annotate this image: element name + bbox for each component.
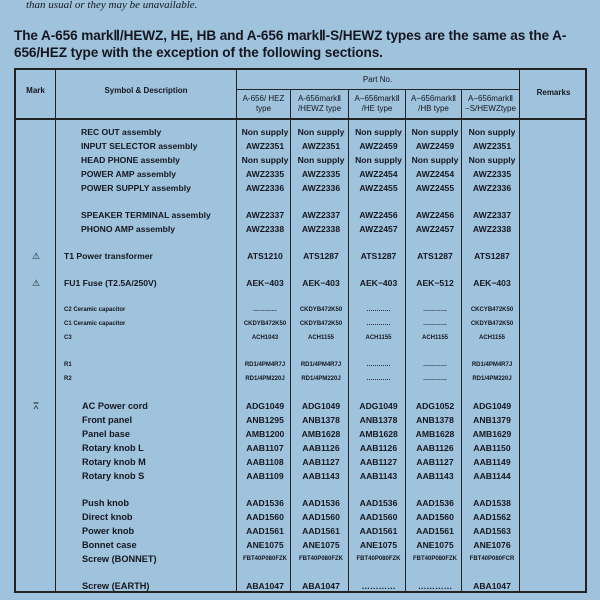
part-number: AAB1126 (302, 443, 340, 453)
part-description: C2 Ceramic capacitor (64, 307, 126, 313)
table-row (16, 552, 585, 566)
row-group (16, 249, 585, 263)
table-row (16, 510, 585, 524)
part-number: RD1/4PM220J (472, 376, 512, 382)
part-number: AAD1560 (416, 512, 454, 522)
part-number: AWZ2335 (301, 169, 341, 179)
part-number: AAB1143 (416, 471, 454, 481)
part-number: CKDYB472K50 (470, 321, 514, 327)
part-number: AAD1560 (246, 512, 284, 522)
part-number: CKDYB472K50 (243, 321, 287, 327)
part-number: AAB1107 (246, 443, 284, 453)
part-number: ANB1378 (416, 415, 454, 425)
part-number: AAD1561 (359, 526, 398, 536)
part-number: AWZ2456 (359, 210, 398, 220)
row-group (16, 208, 585, 236)
part-number: AAB1108 (246, 457, 284, 467)
table-row (16, 399, 585, 413)
part-number: AWZ2455 (359, 183, 398, 193)
part-number: AAD1536 (416, 498, 454, 508)
header-part-no: Part No. (362, 75, 393, 84)
part-number: Non supply (468, 127, 516, 137)
part-number: AAB1109 (246, 471, 284, 481)
part-number: RD1/4PM4R7J (471, 362, 513, 368)
part-number: ………… (423, 321, 447, 327)
part-number: CKCYB472K50 (470, 307, 514, 313)
part-number: AMB1200 (245, 429, 285, 439)
part-number: AAD1536 (302, 498, 340, 508)
part-description: POWER SUPPLY assembly (81, 183, 191, 193)
part-number: FBT40P080FZK (412, 556, 457, 562)
part-number: AWZ2456 (415, 210, 455, 220)
part-number: ANE1075 (246, 540, 284, 550)
table-row (16, 427, 585, 441)
part-number: Non supply (297, 155, 345, 165)
part-number: ACH1155 (307, 335, 334, 341)
part-description: AC Power cord (82, 401, 148, 411)
part-number: AWZ2459 (415, 141, 455, 151)
part-number: Non supply (241, 127, 289, 137)
row-group (16, 125, 585, 195)
table-row (16, 125, 585, 139)
part-number: ADG1049 (359, 401, 398, 411)
part-description: Panel base (82, 429, 131, 439)
part-number: Non supply (355, 155, 402, 165)
part-number: AWZ2337 (472, 210, 512, 220)
part-description: Screw (EARTH) (82, 581, 150, 591)
part-description: C3 (64, 335, 72, 341)
part-number: AEK−403 (302, 278, 340, 288)
part-description: C1 Ceramic capacitor (64, 321, 126, 327)
part-number: ANE1076 (473, 540, 511, 550)
part-number: FBT40P080FZK (242, 556, 287, 562)
part-number: Non supply (241, 155, 289, 165)
part-number: AEK−403 (246, 278, 284, 288)
part-number: Non supply (411, 127, 459, 137)
part-number: ………… (423, 307, 447, 313)
part-number: AAD1536 (246, 498, 284, 508)
part-number: ANE1075 (416, 540, 454, 550)
part-description: Rotary knob S (82, 471, 145, 481)
part-number: AWZ2351 (245, 141, 285, 151)
table-row (16, 331, 585, 345)
part-number: ADG1049 (301, 401, 341, 411)
table-row (16, 469, 585, 483)
part-description: Push knob (82, 498, 129, 508)
part-number: AWZ2335 (245, 169, 285, 179)
power-cord-mark-icon: ⩞ (33, 401, 39, 411)
table-row (16, 208, 585, 222)
part-number: AWZ2351 (301, 141, 341, 151)
part-description: R2 (64, 376, 72, 382)
part-number: AAB1149 (473, 457, 511, 467)
divider (16, 118, 585, 120)
row-group (16, 579, 585, 593)
part-description: Direct knob (82, 512, 133, 522)
part-description: FU1 Fuse (T2.5A/250V) (64, 278, 157, 288)
table-row (16, 524, 585, 538)
table-body (16, 122, 585, 593)
part-number: AMB1629 (472, 429, 512, 439)
table-row (16, 276, 585, 290)
part-description: PHONO AMP assembly (81, 224, 176, 234)
table-row (16, 538, 585, 552)
part-number: ………… (423, 362, 447, 368)
part-number: RD1/4PM4R7J (300, 362, 342, 368)
table-row (16, 222, 585, 236)
table-row (16, 153, 585, 167)
safety-warning-icon: ⚠ (31, 251, 41, 261)
part-number: ………… (366, 307, 391, 313)
part-number: AWZ2336 (301, 183, 341, 193)
part-number: ………… (423, 376, 447, 382)
part-number: ATS1287 (474, 251, 510, 261)
part-number: FBT40P080FCR (469, 556, 515, 562)
part-number: RD1/4PM220J (301, 376, 341, 382)
table-row (16, 303, 585, 317)
table-row (16, 579, 585, 593)
part-number: AAB1127 (302, 457, 340, 467)
part-description: R1 (64, 362, 72, 368)
part-number: RD1/4PM4R7J (244, 362, 286, 368)
part-number: ATS1287 (360, 251, 397, 261)
part-number: ADG1049 (245, 401, 285, 411)
part-number: ANB1378 (359, 415, 398, 425)
header-type-hewz: A-656markⅡ /HEWZ type (297, 94, 342, 113)
part-description: REC OUT assembly (81, 127, 162, 137)
part-description: Power knob (82, 526, 135, 536)
part-number: ABA1047 (473, 581, 511, 591)
part-number: ………… (366, 376, 391, 382)
part-number: AWZ2336 (472, 183, 512, 193)
part-number: AAB1127 (359, 457, 398, 467)
part-number: AWZ2335 (472, 169, 512, 179)
part-number: Non supply (411, 155, 459, 165)
header-type-hez: A-656/ HEZ type (242, 94, 285, 113)
part-number: ATS1287 (303, 251, 339, 261)
part-number: AWZ2454 (415, 169, 455, 179)
part-number: AWZ2457 (359, 224, 398, 234)
header-type-s-hewz: A−656markⅡ −S/HEWZtype (465, 94, 516, 113)
part-number: Non supply (355, 127, 402, 137)
part-number: ………… (366, 362, 391, 368)
part-number: AWZ2455 (415, 183, 455, 193)
part-number: ………… (253, 307, 277, 313)
header-type-he: A−656markⅡ /HE type (354, 94, 400, 113)
part-description: SPEAKER TERMINAL assembly (81, 210, 211, 220)
part-number: CKDYB472K50 (299, 321, 343, 327)
row-group (16, 303, 585, 345)
part-number: AWZ2338 (301, 224, 341, 234)
part-number: AAD1563 (473, 526, 511, 536)
part-number: ABA1047 (302, 581, 340, 591)
part-number: ………… (417, 581, 453, 591)
table-row (16, 372, 585, 386)
part-number: AAD1536 (359, 498, 398, 508)
table-row (16, 167, 585, 181)
part-description: HEAD PHONE assembly (81, 155, 180, 165)
part-number: AWZ2337 (301, 210, 341, 220)
table-row (16, 441, 585, 455)
part-number: AMB1628 (359, 429, 398, 439)
part-description: Rotary knob M (82, 457, 146, 467)
part-number: ACH1155 (478, 335, 505, 341)
part-description: Bonnet case (82, 540, 137, 550)
part-description: INPUT SELECTOR assembly (81, 141, 198, 151)
part-number: AWZ2337 (245, 210, 285, 220)
part-number: ACH1043 (251, 335, 279, 341)
part-description: Screw (BONNET) (82, 554, 157, 564)
part-description: POWER AMP assembly (81, 169, 177, 179)
part-number: AEK−512 (416, 278, 454, 288)
part-number: AWZ2454 (359, 169, 398, 179)
part-number: AAB1127 (416, 457, 454, 467)
table-row (16, 249, 585, 263)
part-number: ………… (366, 321, 391, 327)
part-description: T1 Power transformer (64, 251, 153, 261)
part-number: AAD1562 (473, 512, 511, 522)
table-row (16, 413, 585, 427)
part-number: AMB1628 (301, 429, 341, 439)
part-number: Non supply (297, 127, 345, 137)
part-number: Non supply (468, 155, 516, 165)
part-number: AWZ2338 (472, 224, 512, 234)
part-number: RD1/4PM220J (245, 376, 285, 382)
header-type-hb: A−656markⅡ /HB type (410, 94, 457, 113)
table-row (16, 455, 585, 469)
table-row (16, 317, 585, 331)
part-number: AAD1561 (416, 526, 454, 536)
part-number: FBT40P080FZK (356, 556, 401, 562)
part-description: Rotary knob L (82, 443, 144, 453)
part-number: AWZ2459 (359, 141, 398, 151)
part-number: AAB1144 (473, 471, 511, 481)
part-number: AEK−403 (359, 278, 398, 288)
part-number: AAB1126 (359, 443, 398, 453)
part-number: AMB1628 (415, 429, 455, 439)
parts-table (14, 68, 587, 593)
part-number: AAB1126 (416, 443, 454, 453)
part-number: AWZ2338 (245, 224, 285, 234)
header-mark: Mark (26, 86, 45, 95)
part-number: ACH1155 (421, 335, 448, 341)
part-number: AAD1560 (302, 512, 340, 522)
part-number: AAB1150 (473, 443, 511, 453)
part-number: ADG1052 (415, 401, 455, 411)
part-number: FBT40P080FZK (298, 556, 343, 562)
row-group (16, 276, 585, 290)
part-number: AWZ2457 (415, 224, 455, 234)
availability-note: than usual or they may be unavailable. (26, 0, 198, 11)
part-number: AAD1538 (473, 498, 511, 508)
part-number: ATS1210 (247, 251, 283, 261)
safety-warning-icon: ⚠ (31, 278, 41, 288)
part-number: ………… (361, 581, 396, 591)
part-number: ANB1295 (246, 415, 284, 425)
part-number: AAD1560 (359, 512, 398, 522)
part-number: ANE1075 (359, 540, 398, 550)
part-number: AEK−403 (473, 278, 511, 288)
row-group (16, 496, 585, 566)
header-description: Symbol & Description (104, 86, 188, 95)
header-remarks: Remarks (536, 88, 571, 97)
part-description: Front panel (82, 415, 133, 425)
table-row (16, 496, 585, 510)
part-number: AAB1143 (302, 471, 340, 481)
part-number: ANB1379 (473, 415, 511, 425)
table-row (16, 358, 585, 372)
section-heading: The A-656 markⅡ/HEWZ, HE, HB and A-656 markⅡ-S/HEWZ types are the same as the A-656/HEZ type with the exception of the following sections. (14, 28, 567, 60)
part-number: ADG1049 (472, 401, 512, 411)
part-number: AAB1143 (359, 471, 398, 481)
part-number: ACH1155 (365, 335, 392, 341)
part-number: ANB1378 (302, 415, 340, 425)
part-number: CKDYB472K50 (299, 307, 343, 313)
table-row (16, 139, 585, 153)
table-row (16, 181, 585, 195)
part-number: AAD1561 (302, 526, 340, 536)
row-group (16, 358, 585, 386)
part-number: ABA1047 (246, 581, 284, 591)
part-number: AWZ2336 (245, 183, 285, 193)
part-number: ANE1075 (302, 540, 340, 550)
part-number: AAD1561 (246, 526, 284, 536)
part-number: ATS1287 (417, 251, 453, 261)
row-group (16, 399, 585, 483)
part-number: AWZ2351 (472, 141, 512, 151)
